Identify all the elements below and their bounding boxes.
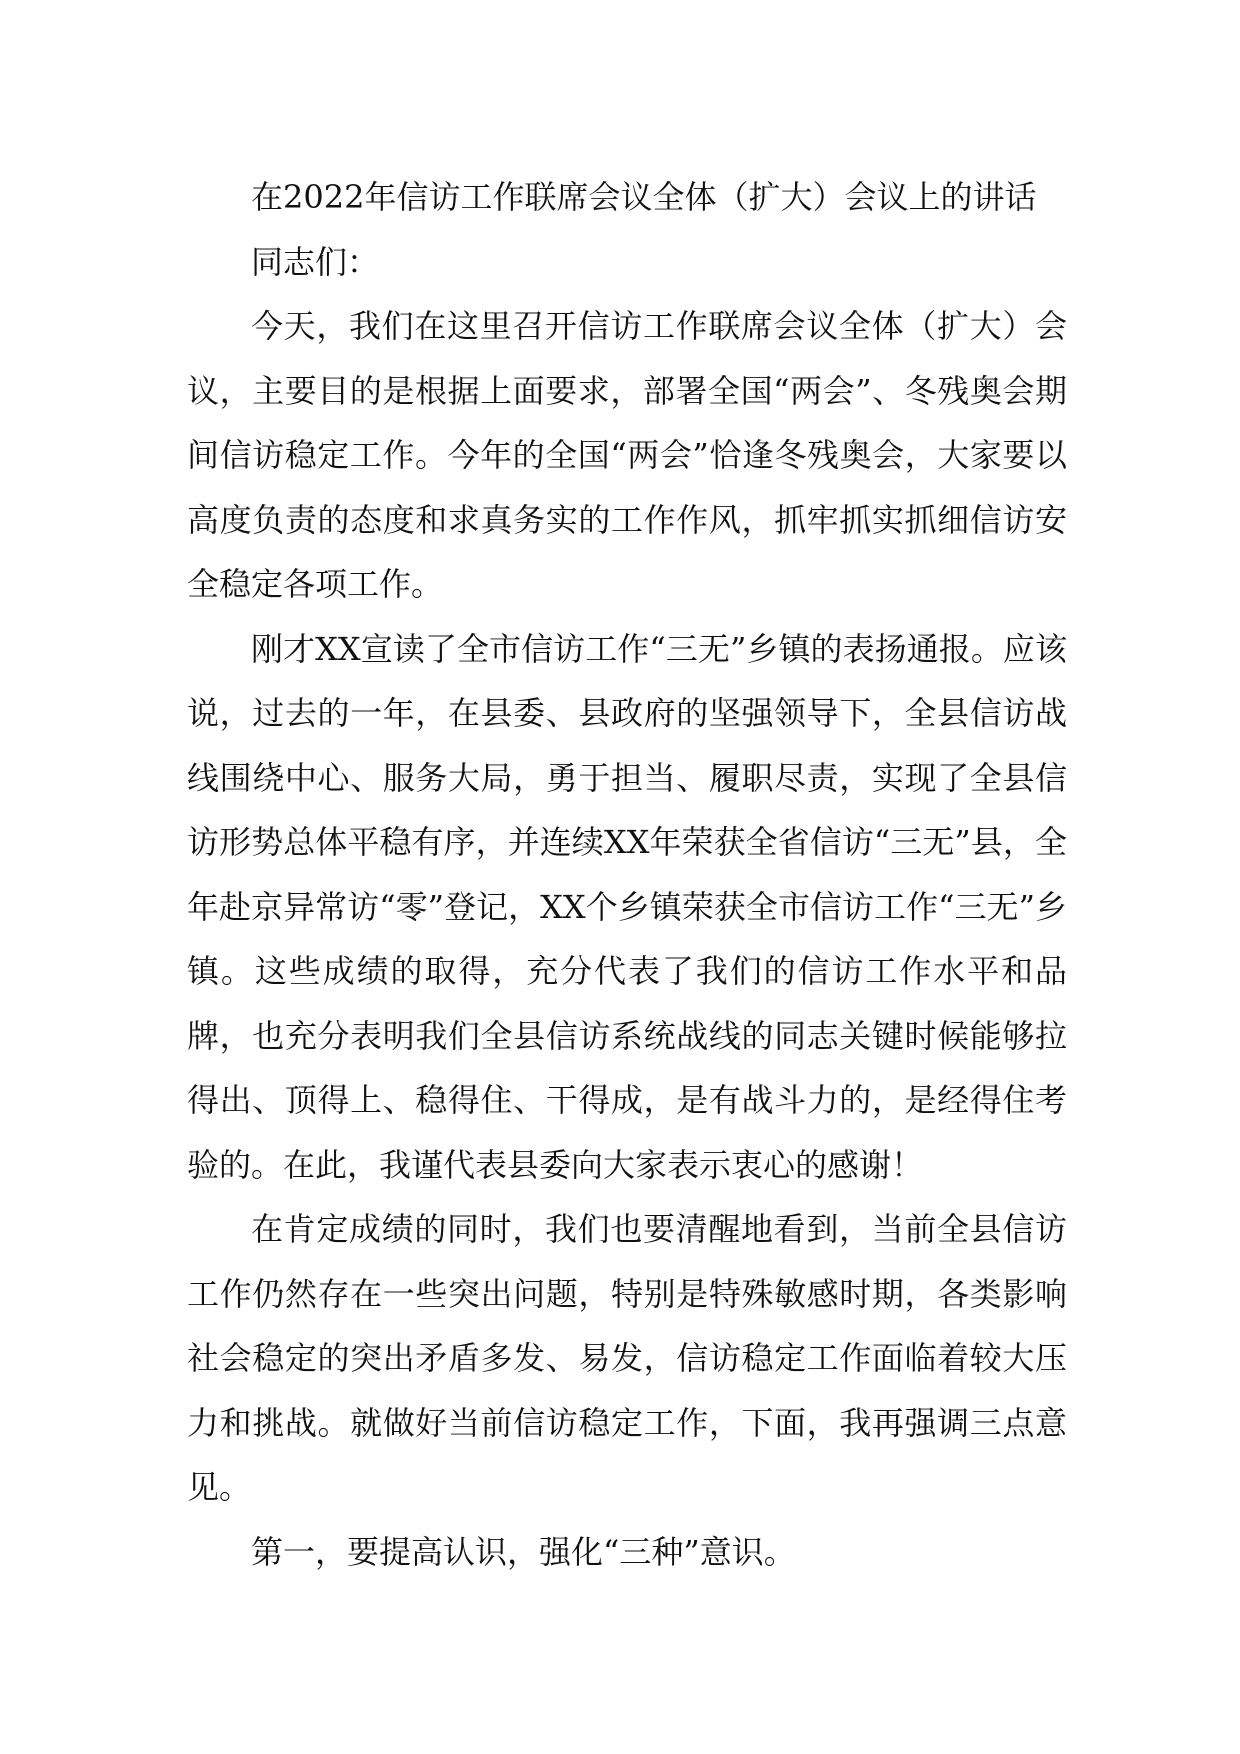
document-title: 在2022年信访工作联席会议全体（扩大）会议上的讲话 [251, 178, 1037, 216]
paragraph-problems: 在肯定成绩的同时，我们也要清醒地看到，当前全县信访工作仍然存在一些突出问题，特别是特殊敏感时期，各类影响社会稳定的突出矛盾多发、易发，信访稳定工作面临着较大压力和挑战。就做好当前信访稳定工作，下面，我再强调三点意见。 [187, 1210, 1067, 1506]
salutation: 同志们： [251, 242, 380, 281]
paragraph-achievements: 刚才XX宣读了全市信访工作“三无”乡镇的表扬通报。应该说，过去的一年，在县委、县政府的坚强领导下，全县信访战线围绕中心、服务大局，勇于担当、履职尽责，实现了全县信访形势总体平稳有序，并连续XX年荣获全省信访“三无”县，全年赴京异常访“零”登记，XX个乡镇荣获全市信访工作“三无”乡镇。这些成绩的取得，充分代表了我们的信访工作水平和品牌，也充分表明我们全县信访系统战线的同志关键时候能够拉得出、顶得上、稳得住、干得成，是有战斗力的，是经得住考验的。在此，我谨代表县委向大家表示衷心的感谢！ [187, 629, 1067, 1184]
document-body [187, 165, 1067, 1584]
paragraph-point-one: 第一，要提高认识，强化“三种”意识。 [251, 1532, 796, 1571]
paragraph-opening: 今天，我们在这里召开信访工作联席会议全体（扩大）会议，主要目的是根据上面要求，部署全国“两会”、冬残奥会期间信访稳定工作。今年的全国“两会”恰逢冬残奥会，大家要以高度负责的态度和求真务实的工作作风，抓牢抓实抓细信访安全稳定各项工作。 [187, 307, 1067, 603]
